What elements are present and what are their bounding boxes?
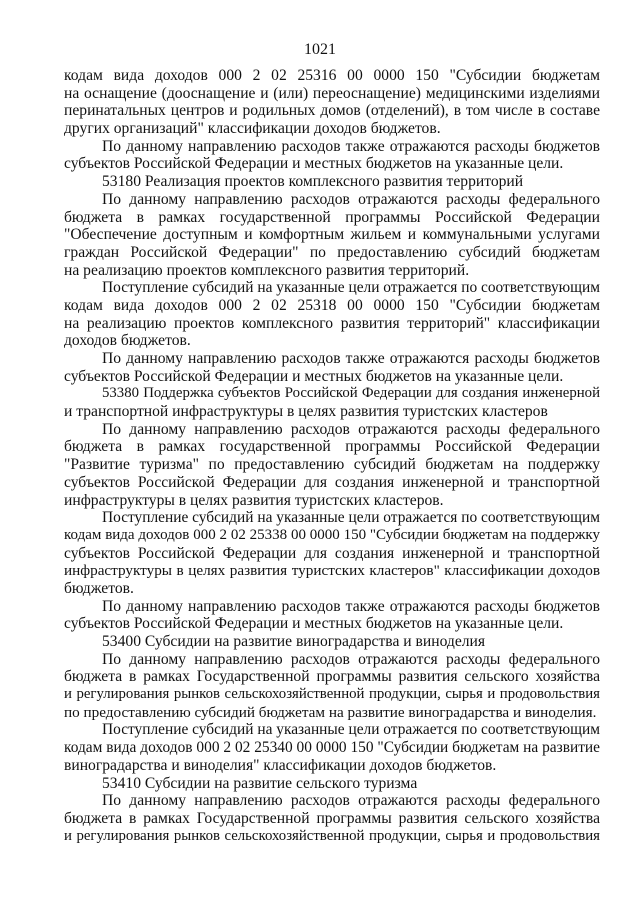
page-number: 1021 (304, 41, 336, 58)
text-line: на реализацию проектов комплексного развития территорий. (64, 261, 470, 279)
text-line: Поступление субсидий на указанные цели отражается по соответствующим (102, 279, 600, 297)
text-line: "Развитие туризма" по предоставлению субсидий бюджетам на поддержку (64, 456, 600, 474)
text-line: бюджета в рамках Государственной программы развития сельского хозяйства (64, 809, 600, 827)
text-line: По данному направлению расходов отражаются расходы федерального (102, 420, 600, 438)
text-line: субъектов Российской Федерации для создания инженерной и транспортной (64, 473, 600, 491)
text-line: субъектов Российской Федерации и местных бюджетов на указанные цели. (64, 367, 564, 385)
text-line: и регулирования рынков сельскохозяйственной продукции, сырья и продовольствия (64, 686, 600, 703)
text-line: доходов бюджетов. (64, 332, 191, 350)
text-line: и транспортной инфраструктуры в целях развития туристских кластеров (64, 403, 548, 421)
text-line: инфраструктуры в целях развития туристских кластеров. (64, 491, 444, 509)
text-line: на оснащение (дооснащение и (или) переоснащение) медицинскими изделиями (64, 84, 600, 102)
text-line: других организаций" классификации доходов бюджетов. (64, 120, 441, 138)
text-line: субъектов Российской Федерации и местных бюджетов на указанные цели. (64, 155, 564, 173)
text-line: 53380 Поддержка субъектов Российской Федерации для создания инженерной (102, 385, 600, 402)
text-line: на реализацию проектов комплексного развития территорий" классификации (64, 314, 600, 332)
text-line: По данному направлению расходов отражаются расходы федерального (102, 190, 600, 208)
text-line: по предоставлению субсидий бюджетам на развитие виноградарства и виноделия. (64, 703, 597, 721)
text-line: 53400 Субсидии на развитие виноградарства и виноделия (102, 633, 486, 650)
text-line: бюджета в рамках государственной программы Российской Федерации (64, 438, 600, 456)
text-line: граждан Российской Федерации" по предоставлению субсидий бюджетам (64, 243, 600, 261)
text-line: инфраструктуры в целях развития туристских кластеров" классификации доходов (64, 562, 600, 580)
body-text (64, 67, 600, 845)
text-line: кодам вида доходов 000 2 02 25340 00 0000 150 "Субсидии бюджетам на развитие (64, 739, 600, 757)
text-line: виноградарства и виноделия" классификации доходов бюджетов. (64, 756, 497, 774)
text-line: бюджетов. (64, 579, 134, 597)
text-line: субъектов Российской Федерации для создания инженерной и транспортной (64, 544, 600, 562)
text-line: По данному направлению расходов также отражаются расходы бюджетов (102, 597, 600, 615)
text-line: перинатальных центров и родильных домов (отделений), в том числе в составе (64, 102, 600, 120)
text-line: 53180 Реализация проектов комплексного развития территорий (102, 173, 524, 191)
text-line: По данному направлению расходов отражаются расходы федерального (102, 650, 600, 668)
text-line: бюджета в рамках государственной программы Российской Федерации (64, 208, 600, 226)
text-line: кодам вида доходов 000 2 02 25318 00 0000 150 "Субсидии бюджетам (64, 296, 600, 314)
text-line: и регулирования рынков сельскохозяйственной продукции, сырья и продовольствия (64, 827, 600, 844)
text-line: субъектов Российской Федерации и местных бюджетов на указанные цели. (64, 615, 564, 633)
text-line: бюджета в рамках Государственной программы развития сельского хозяйства (64, 668, 600, 686)
text-line: Поступление субсидий на указанные цели отражается по соответствующим (102, 721, 600, 739)
text-line: Поступление субсидий на указанные цели отражается по соответствующим (102, 509, 600, 527)
text-line: "Обеспечение доступным и комфортным жильем и коммунальными услугами (64, 226, 600, 244)
text-line: 53410 Субсидии на развитие сельского туризма (102, 774, 418, 792)
text-line: По данному направлению расходов также отражаются расходы бюджетов (102, 350, 600, 367)
text-line: По данному направлению расходов также отражаются расходы бюджетов (102, 137, 600, 155)
text-line: По данному направлению расходов отражаются расходы федерального (102, 792, 600, 810)
text-line: кодам вида доходов 000 2 02 25316 00 0000 150 "Субсидии бюджетам (64, 67, 600, 84)
text-line: кодам вида доходов 000 2 02 25338 00 0000 150 "Субсидии бюджетам на поддержку (64, 526, 600, 543)
